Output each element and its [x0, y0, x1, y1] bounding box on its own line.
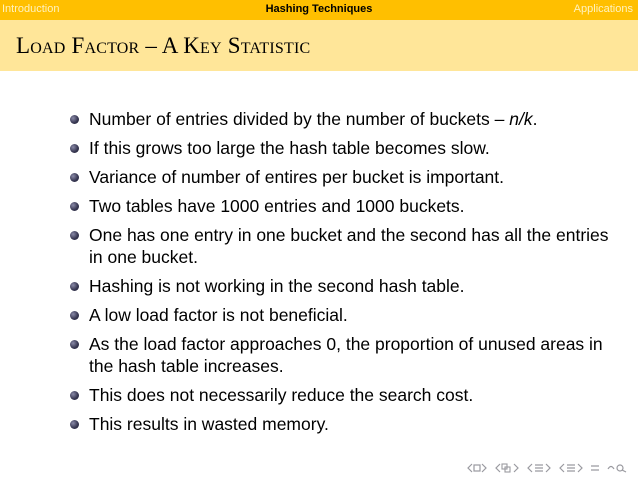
bullet-icon: [70, 340, 79, 349]
list-item: [70, 224, 610, 268]
search-back-icon[interactable]: [606, 463, 628, 473]
bullet-text: Hashing is not working in the second hash table.: [89, 276, 465, 296]
bullet-text: One has one entry in one bucket and the second has all the entries in one bucket.: [89, 225, 609, 267]
bullet-text: Number of entries divided by the number of buckets –: [89, 109, 510, 129]
title-bar: [0, 20, 638, 71]
list-item: [70, 413, 610, 435]
bullet-text: If this grows too large the hash table becomes slow.: [89, 138, 490, 158]
bullet-icon: [70, 420, 79, 429]
bullet-icon: [70, 311, 79, 320]
list-item: [70, 384, 610, 406]
bullet-icon: [70, 282, 79, 291]
nav-link-introduction[interactable]: Introduction: [2, 3, 60, 15]
list-item: [70, 108, 610, 130]
bullet-text: This results in wasted memory.: [89, 414, 329, 434]
bullet-text: This does not necessarily reduce the search cost.: [89, 385, 474, 405]
bullet-text: Variance of number of entires per bucket is important.: [89, 167, 505, 187]
list-item: [70, 195, 610, 217]
section-navigation-bar: [0, 0, 638, 20]
document-nav-icon[interactable]: [558, 463, 584, 473]
list-item: [70, 166, 610, 188]
bullet-icon: [70, 115, 79, 124]
bullet-math: n/k: [509, 109, 533, 129]
section-nav-icon[interactable]: [526, 463, 552, 473]
bullet-text: A low load factor is not beneficial.: [89, 305, 348, 325]
beamer-navigation-symbols: [466, 463, 628, 473]
bullet-icon: [70, 173, 79, 182]
list-item: [70, 275, 610, 297]
bullet-icon: [70, 202, 79, 211]
bullet-list: [70, 108, 610, 442]
bullet-icon: [70, 231, 79, 240]
subsection-nav-icon[interactable]: [494, 463, 520, 473]
bullet-icon: [70, 144, 79, 153]
bullet-tail: .: [532, 109, 538, 129]
bullet-text: Two tables have 1000 entries and 1000 buckets.: [89, 196, 465, 216]
frame-nav-icon[interactable]: [466, 463, 488, 473]
list-item: [70, 304, 610, 326]
bullet-icon: [70, 391, 79, 400]
nav-link-current-section[interactable]: Hashing Techniques: [265, 3, 373, 15]
nav-link-applications[interactable]: Applications: [573, 3, 633, 15]
bullet-text: As the load factor approaches 0, the proportion of unused areas in the hash table increases.: [89, 334, 603, 376]
slide-title: Load Factor – A Key Statistic: [16, 33, 311, 58]
list-item: [70, 333, 610, 377]
align-icon[interactable]: [590, 463, 600, 473]
list-item: [70, 137, 610, 159]
